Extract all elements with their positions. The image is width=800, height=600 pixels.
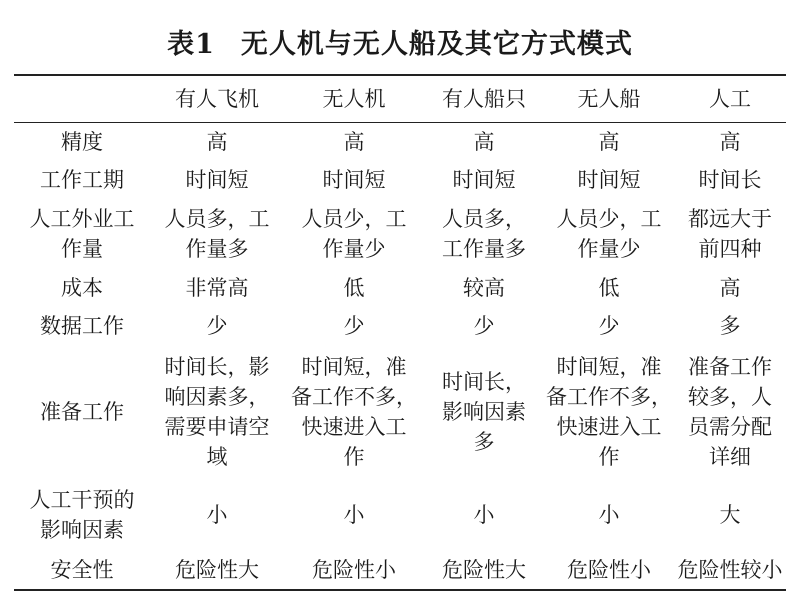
cell-text-line: 高: [206, 130, 228, 154]
cell-label: [14, 123, 150, 162]
cell-uav: [284, 551, 424, 590]
header-cell-manned-aircraft: 有人飞机: [175, 87, 259, 111]
cell-text-line: 快速进入工: [301, 415, 407, 439]
cell-uav: [284, 269, 424, 307]
cell-text-line: 时间长，影: [164, 355, 270, 379]
cell-usv: [544, 551, 674, 590]
header-cell-uav: 无人机: [322, 87, 386, 111]
cell-manual: [674, 199, 786, 269]
cell-text-line: 低: [343, 276, 365, 300]
cell-text-line: 备工作不多，: [291, 385, 417, 409]
cell-manned-vessel: [424, 199, 544, 269]
cell-text-line: 域: [206, 445, 228, 469]
cell-text-line: 少: [473, 314, 495, 338]
cell-text-line: 大: [719, 503, 741, 527]
cell-text-line: 人员少，工: [556, 207, 662, 231]
table-row: [14, 345, 786, 479]
cell-text-line: 时间长: [698, 168, 762, 192]
cell-text-line: 作量多: [185, 237, 249, 261]
cell-uav: [284, 161, 424, 199]
cell-label: [14, 269, 150, 307]
cell-manual: [674, 345, 786, 479]
table-row: [14, 307, 786, 345]
cell-text-line: 多: [719, 314, 741, 338]
cell-text-line: 时间短: [577, 168, 641, 192]
cell-usv: [544, 479, 674, 551]
cell-text-line: 人工外业工: [29, 207, 135, 231]
cell-text-line: 需要申请空: [164, 415, 270, 439]
cell-text-line: 人员少，工: [301, 207, 407, 231]
cell-manned-vessel: [424, 123, 544, 162]
cell-text-line: 作量: [61, 237, 103, 261]
cell-manned-vessel: [424, 307, 544, 345]
cell-text-line: 高: [343, 130, 365, 154]
cell-usv: [544, 199, 674, 269]
cell-uav: [284, 199, 424, 269]
cell-manual: [674, 269, 786, 307]
cell-text-line: 响因素多，: [164, 385, 270, 409]
cell-manned-aircraft: [150, 345, 284, 479]
cell-manned-aircraft: [150, 199, 284, 269]
cell-text-line: 时间短: [452, 168, 516, 192]
table-row: [14, 551, 786, 590]
cell-uav: [284, 345, 424, 479]
cell-text-line: 安全性: [50, 558, 114, 582]
cell-text-line: 备工作不多，: [546, 385, 672, 409]
cell-text-line: 少: [206, 314, 228, 338]
cell-usv: [544, 123, 674, 162]
cell-text-line: 工作量多: [442, 237, 526, 261]
cell-text-line: 人工干预的: [29, 488, 135, 512]
cell-manual: [674, 161, 786, 199]
cell-text-line: 时间短: [322, 168, 386, 192]
cell-manual: [674, 479, 786, 551]
cell-text-line: 较多，人: [688, 385, 772, 409]
cell-text-line: 都远大于: [688, 207, 772, 231]
cell-text-line: 准备工作: [688, 355, 772, 379]
cell-label: [14, 161, 150, 199]
cell-manned-vessel: [424, 479, 544, 551]
cell-text-line: 危险性大: [175, 558, 259, 582]
comparison-table: [14, 74, 786, 591]
header-cell-manned-vessel: 有人船只: [442, 87, 526, 111]
cell-text-line: 时间长，: [442, 370, 526, 394]
table-title: 无人机与无人船及其它方式模式: [240, 29, 633, 60]
cell-usv: [544, 345, 674, 479]
table-row: [14, 269, 786, 307]
cell-text-line: 影响因素: [442, 400, 526, 424]
cell-label: [14, 345, 150, 479]
table-row: [14, 161, 786, 199]
table-row: [14, 479, 786, 551]
cell-text-line: 高: [719, 276, 741, 300]
cell-text-line: 时间短，准: [301, 355, 407, 379]
cell-usv: [544, 161, 674, 199]
cell-text-line: 作量少: [577, 237, 641, 261]
cell-text-line: 非常高: [185, 276, 249, 300]
cell-text-line: 少: [343, 314, 365, 338]
cell-text-line: 详细: [709, 445, 751, 469]
cell-text-line: 危险性大: [442, 558, 526, 582]
cell-uav: [284, 307, 424, 345]
cell-text-line: 准备工作: [40, 400, 124, 424]
cell-text-line: 人员多，: [442, 207, 526, 231]
cell-text-line: 作: [598, 445, 620, 469]
cell-label: [14, 479, 150, 551]
cell-text-line: 高: [598, 130, 620, 154]
cell-manned-aircraft: [150, 269, 284, 307]
cell-usv: [544, 269, 674, 307]
table-number: 表1: [167, 29, 215, 60]
header-cell-manual: 人工: [709, 87, 751, 111]
table-caption: [0, 22, 800, 61]
cell-usv: [544, 307, 674, 345]
cell-text-line: 小: [206, 503, 228, 527]
cell-text-line: 工作工期: [40, 168, 124, 192]
cell-text-line: 危险性小: [567, 558, 651, 582]
cell-manned-vessel: [424, 551, 544, 590]
cell-text-line: 数据工作: [40, 314, 124, 338]
cell-manned-aircraft: [150, 479, 284, 551]
cell-text-line: 前四种: [698, 237, 762, 261]
cell-manual: [674, 307, 786, 345]
cell-text-line: 小: [343, 503, 365, 527]
header-cell-corner: [14, 75, 150, 123]
cell-label: [14, 199, 150, 269]
cell-text-line: 高: [719, 130, 741, 154]
cell-text-line: 时间短: [185, 168, 249, 192]
cell-manned-aircraft: [150, 161, 284, 199]
cell-text-line: 较高: [463, 276, 505, 300]
cell-text-line: 低: [598, 276, 620, 300]
cell-uav: [284, 123, 424, 162]
cell-text-line: 小: [473, 503, 495, 527]
cell-text-line: 危险性小: [312, 558, 396, 582]
cell-manned-aircraft: [150, 307, 284, 345]
cell-manual: [674, 123, 786, 162]
cell-text-line: 精度: [61, 130, 103, 154]
cell-text-line: 快速进入工: [556, 415, 662, 439]
cell-manned-vessel: [424, 345, 544, 479]
cell-text-line: 小: [598, 503, 620, 527]
cell-label: [14, 551, 150, 590]
cell-text-line: 员需分配: [688, 415, 772, 439]
header-cell-usv: 无人船: [577, 87, 641, 111]
cell-text-line: 成本: [61, 276, 103, 300]
cell-text-line: 多: [473, 430, 495, 454]
table-row: [14, 123, 786, 162]
cell-text-line: 时间短，准: [556, 355, 662, 379]
cell-label: [14, 307, 150, 345]
cell-text-line: 作: [343, 445, 365, 469]
table-row: [14, 199, 786, 269]
cell-uav: [284, 479, 424, 551]
header-row: [14, 75, 786, 123]
cell-text-line: 作量少: [322, 237, 386, 261]
cell-manned-vessel: [424, 269, 544, 307]
cell-text-line: 人员多，工: [164, 207, 270, 231]
cell-text-line: 少: [598, 314, 620, 338]
cell-manned-aircraft: [150, 551, 284, 590]
cell-manned-aircraft: [150, 123, 284, 162]
cell-text-line: 高: [473, 130, 495, 154]
cell-text-line: 危险性较小: [677, 558, 783, 582]
cell-manned-vessel: [424, 161, 544, 199]
cell-text-line: 影响因素: [40, 518, 124, 542]
cell-manual: [674, 551, 786, 590]
